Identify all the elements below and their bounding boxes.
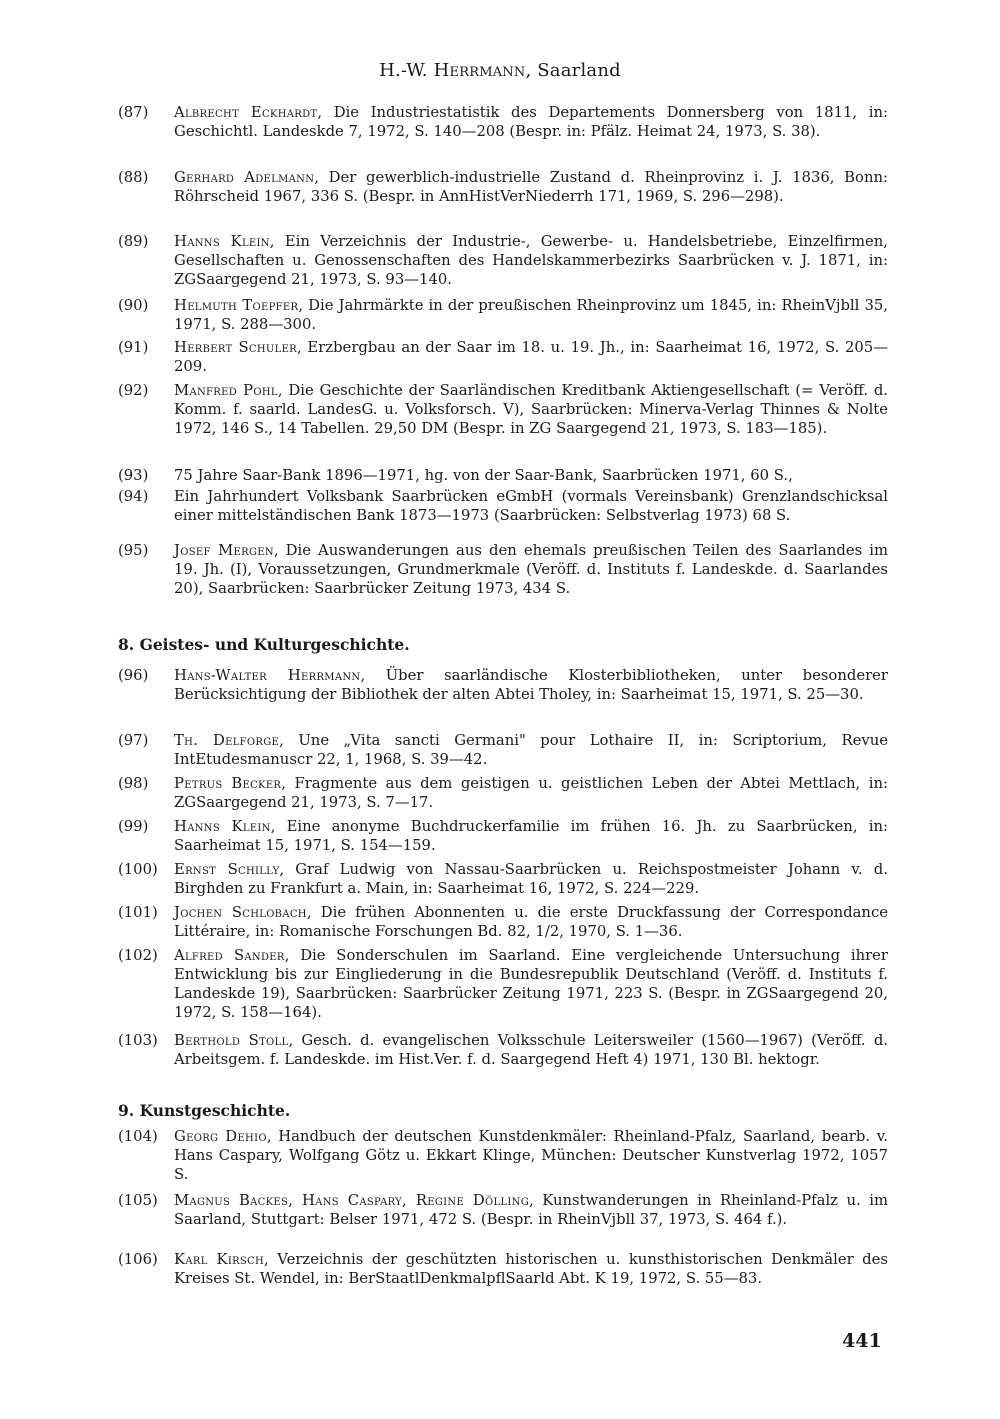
entry-number: (104) xyxy=(118,1128,158,1145)
bibliography-entry-101 xyxy=(118,903,888,941)
bibliography-entry-94 xyxy=(118,487,888,525)
entry-number: (97) xyxy=(118,732,149,749)
entry-number: (93) xyxy=(118,467,149,484)
entry-number: (88) xyxy=(118,169,149,186)
section-heading-8: 8. Geistes- und Kulturgeschichte. xyxy=(118,635,410,654)
entry-text: , Über saarländische Klosterbibliotheken, unter besonderer Berücksichtigung der Bibliothek der alten Abtei Tholey, in: Saarheimat 15, 1971, S. 25—30. xyxy=(174,667,888,703)
entry-author: Hans-Walter Herrmann xyxy=(174,667,361,684)
entry-text: , Erzbergbau an der Saar im 18. u. 19. Jh., in: Saarheimat 16, 1972, S. 205—209. xyxy=(174,339,889,375)
entry-number: (105) xyxy=(118,1192,158,1209)
entry-number: (99) xyxy=(118,818,149,835)
entry-number: (87) xyxy=(118,104,149,121)
entry-author: Karl Kirsch xyxy=(174,1251,265,1268)
bibliography-entry-102 xyxy=(118,946,888,1022)
entry-text: , Der gewerblich-industrielle Zustand d. Rheinprovinz i. J. 1836, Bonn: Röhrscheid 1967, 336 S. (Bespr. in AnnHistVerNiederrh 171, 1969, S. 296—298). xyxy=(174,169,888,205)
page-number: 441 xyxy=(842,1330,882,1352)
entry-text: , Die Geschichte der Saarländischen Kreditbank Aktiengesellschaft (= Veröff. d. Komm. f. saarld. LandesG. u. Volksforsch. V), Saarbrücken: Minerva-Verlag Thinnes & Nolte 1972, 146 S., 14 Tabellen. 29,50 DM (Bespr. in ZG Saargegend 21, 1973, S. 183—185). xyxy=(174,382,888,437)
entry-author: Herbert Schuler xyxy=(174,339,298,356)
bibliography-entry-97 xyxy=(118,731,888,769)
entry-number: (90) xyxy=(118,297,149,314)
entry-text: , Graf Ludwig von Nassau-Saarbrücken u. Reichspostmeister Johann v. d. Birghden zu Frankfurt a. Main, in: Saarheimat 16, 1972, S. 224—229. xyxy=(174,861,888,897)
entry-number: (100) xyxy=(118,861,158,878)
bibliography-entry-96 xyxy=(118,666,888,704)
bibliography-entry-93 xyxy=(118,466,888,485)
bibliography-entry-105 xyxy=(118,1191,888,1229)
entry-number: (94) xyxy=(118,488,149,505)
running-head xyxy=(0,60,1000,81)
entry-text: , Ein Verzeichnis der Industrie-, Gewerbe- u. Handelsbetriebe, Einzelfirmen, Gesellschaften u. Genossenschaften des Handelskammerbezirks Saarbrücken v. J. 1871, in: ZGSaargegend 21, 1973, S. 93—140. xyxy=(174,233,888,288)
entry-text: , Die Sonderschulen im Saarland. Eine vergleichende Untersuchung ihrer Entwicklung bis zur Eingliederung in die Bundesrepublik Deutschland (Veröff. d. Instituts f. Landeskde 19), Saarbrücken: Saarbrücker Zeitung 1971, 223 S. (Bespr. in ZGSaargegend 20, 1972, S. 158—164). xyxy=(174,947,888,1021)
entry-text: , Handbuch der deutschen Kunstdenkmäler: Rheinland-Pfalz, Saarland, bearb. v. Hans Caspary, Wolfgang Götz u. Ekkart Klinge, München: Deutscher Kunstverlag 1972, 1057 S. xyxy=(174,1128,888,1183)
entry-author: Magnus Backes, Hans Caspary, Regine Dölling xyxy=(174,1192,530,1209)
entry-number: (98) xyxy=(118,775,149,792)
entry-author: Hanns Klein xyxy=(174,818,271,835)
entry-number: (101) xyxy=(118,904,158,921)
entry-text: , Une „Vita sancti Germani" pour Lothaire II, in: Scriptorium, Revue IntEtudesmanuscr 22, 1, 1968, S. 39—42. xyxy=(174,732,889,768)
bibliography-entry-104 xyxy=(118,1127,888,1184)
entry-number: (89) xyxy=(118,233,149,250)
bibliography-entry-106 xyxy=(118,1250,888,1288)
entry-text: , Fragmente aus dem geistigen u. geistlichen Leben der Abtei Mettlach, in: ZGSaargegend 21, 1973, S. 7—17. xyxy=(174,775,888,811)
bibliography-entry-100 xyxy=(118,860,888,898)
bibliography-entry-90 xyxy=(118,296,888,334)
bibliography-entry-91 xyxy=(118,338,888,376)
entry-author: Hanns Klein xyxy=(174,233,270,250)
running-head-initials: H.-W. xyxy=(379,60,428,81)
entry-number: (102) xyxy=(118,947,158,964)
entry-number: (91) xyxy=(118,339,149,356)
running-head-region: , Saarland xyxy=(525,60,621,81)
entry-author: Josef Mergen xyxy=(174,542,274,559)
entry-text: , Die frühen Abonnenten u. die erste Druckfassung der Correspondance Littéraire, in: Romanische Forschungen Bd. 82, 1/2, 1970, S. 1—36. xyxy=(174,904,888,940)
entry-number: (106) xyxy=(118,1251,158,1268)
entry-author: Th. Delforge xyxy=(174,732,280,749)
bibliography-entry-88 xyxy=(118,168,888,206)
bibliography-entry-98 xyxy=(118,774,888,812)
entry-author: Berthold Stoll xyxy=(174,1032,289,1049)
entry-text: , Eine anonyme Buchdruckerfamilie im frühen 16. Jh. zu Saarbrücken, in: Saarheimat 15, 1971, S. 154—159. xyxy=(174,818,888,854)
entry-author: Manfred Pohl xyxy=(174,382,278,399)
running-head-surname: Herrmann xyxy=(433,60,526,81)
entry-number: (95) xyxy=(118,542,149,559)
entry-text: Ein Jahrhundert Volksbank Saarbrücken eGmbH (vormals Vereinsbank) Grenzlandschicksal einer mittelständischen Bank 1873—1973 (Saarbrücken: Selbstverlag 1973) 68 S. xyxy=(174,488,888,524)
entry-author: Petrus Becker xyxy=(174,775,282,792)
entry-text: , Die Jahrmärkte in der preußischen Rheinprovinz um 1845, in: RheinVjbll 35, 1971, S. 288—300. xyxy=(174,297,888,333)
bibliography-entry-89 xyxy=(118,232,888,289)
section-heading-9: 9. Kunstgeschichte. xyxy=(118,1101,291,1120)
bibliography-entry-95 xyxy=(118,541,888,598)
bibliography-entry-87 xyxy=(118,103,888,141)
entry-author: Gerhard Adelmann xyxy=(174,169,315,186)
entry-author: Ernst Schilly xyxy=(174,861,280,878)
entry-author: Helmuth Toepfer xyxy=(174,297,299,314)
bibliography-entry-99 xyxy=(118,817,888,855)
bibliography-entry-92 xyxy=(118,381,888,438)
entry-number: (96) xyxy=(118,667,149,684)
entry-text: , Die Industriestatistik des Departements Donnersberg von 1811, in: Geschichtl. Landeskde 7, 1972, S. 140—208 (Bespr. in: Pfälz. Heimat 24, 1973, S. 38). xyxy=(174,104,888,140)
entry-number: (103) xyxy=(118,1032,158,1049)
entry-number: (92) xyxy=(118,382,149,399)
entry-text: , Die Auswanderungen aus den ehemals preußischen Teilen des Saarlandes im 19. Jh. (I), Voraussetzungen, Grundmerkmale (Veröff. d. Instituts f. Landeskde. d. Saarlandes 20), Saarbrücken: Saarbrücker Zeitung 1973, 434 S. xyxy=(174,542,888,597)
entry-author: Jochen Schlobach xyxy=(174,904,307,921)
entry-text: , Kunstwanderungen in Rheinland-Pfalz u. im Saarland, Stuttgart: Belser 1971, 472 S. (Bespr. in RheinVjbll 37, 1973, S. 464 f.). xyxy=(174,1192,888,1228)
bibliography-entry-103 xyxy=(118,1031,888,1069)
entry-author: Albrecht Eckhardt xyxy=(174,104,318,121)
entry-author: Georg Dehio xyxy=(174,1128,267,1145)
entry-text: , Verzeichnis der geschützten historischen u. kunsthistorischen Denkmäler des Kreises St. Wendel, in: BerStaatlDenkmalpflSaarld Abt. K 19, 1972, S. 55—83. xyxy=(174,1251,888,1287)
entry-text: , Gesch. d. evangelischen Volksschule Leitersweiler (1560—1967) (Veröff. d. Arbeitsgem. f. Landeskde. im Hist.Ver. f. d. Saargegend Heft 4) 1971, 130 Bl. hektogr. xyxy=(174,1032,888,1068)
entry-author: Alfred Sander xyxy=(174,947,285,964)
entry-text: 75 Jahre Saar-Bank 1896—1971, hg. von der Saar-Bank, Saarbrücken 1971, 60 S., xyxy=(174,467,793,484)
